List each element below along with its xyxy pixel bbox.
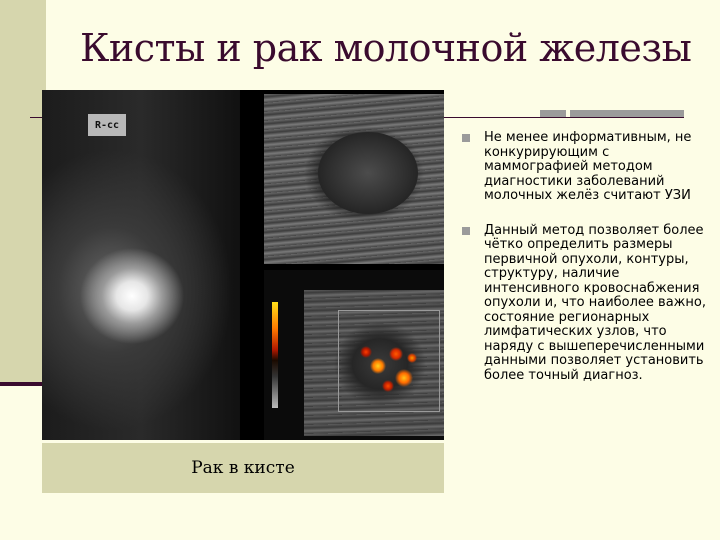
mammogram-label: R-cc xyxy=(88,114,126,136)
bullet-square-icon xyxy=(462,134,470,142)
medical-image-figure xyxy=(42,90,444,440)
left-decor-strip xyxy=(0,0,46,385)
figure-caption-panel xyxy=(42,443,444,493)
bullet-text: Не менее информативным, не конкурирующим с маммографией методом диагностики заболеваний молочных желёз считают УЗИ xyxy=(484,130,692,203)
mammogram-image xyxy=(42,90,240,440)
bullet-square-icon xyxy=(462,227,470,235)
ultrasound-image-top xyxy=(264,94,444,264)
bullet-item xyxy=(462,131,707,204)
bullet-text: Данный метод позволяет более чётко определить размеры первичной опухоли, контуры, структуру, наличие интенсивного кровоснабжения опухоли и, что наиболее важно, состояние регионарных лимфатических узлов, что наряду с вышеперечисленными данными позволяет установить более точный диагноз. xyxy=(484,222,706,383)
ultrasound-cyst-region xyxy=(318,132,418,214)
slide-title: Кисты и рак молочной железы xyxy=(80,26,692,70)
left-decor-rule xyxy=(0,382,46,386)
doppler-color-scale xyxy=(272,302,278,408)
bullet-list xyxy=(462,131,707,403)
accent-bar xyxy=(540,110,684,117)
doppler-ultrasound-image xyxy=(264,270,444,440)
doppler-roi-box xyxy=(338,310,440,412)
figure-caption: Рак в кисте xyxy=(191,458,295,478)
bullet-item xyxy=(462,224,707,384)
